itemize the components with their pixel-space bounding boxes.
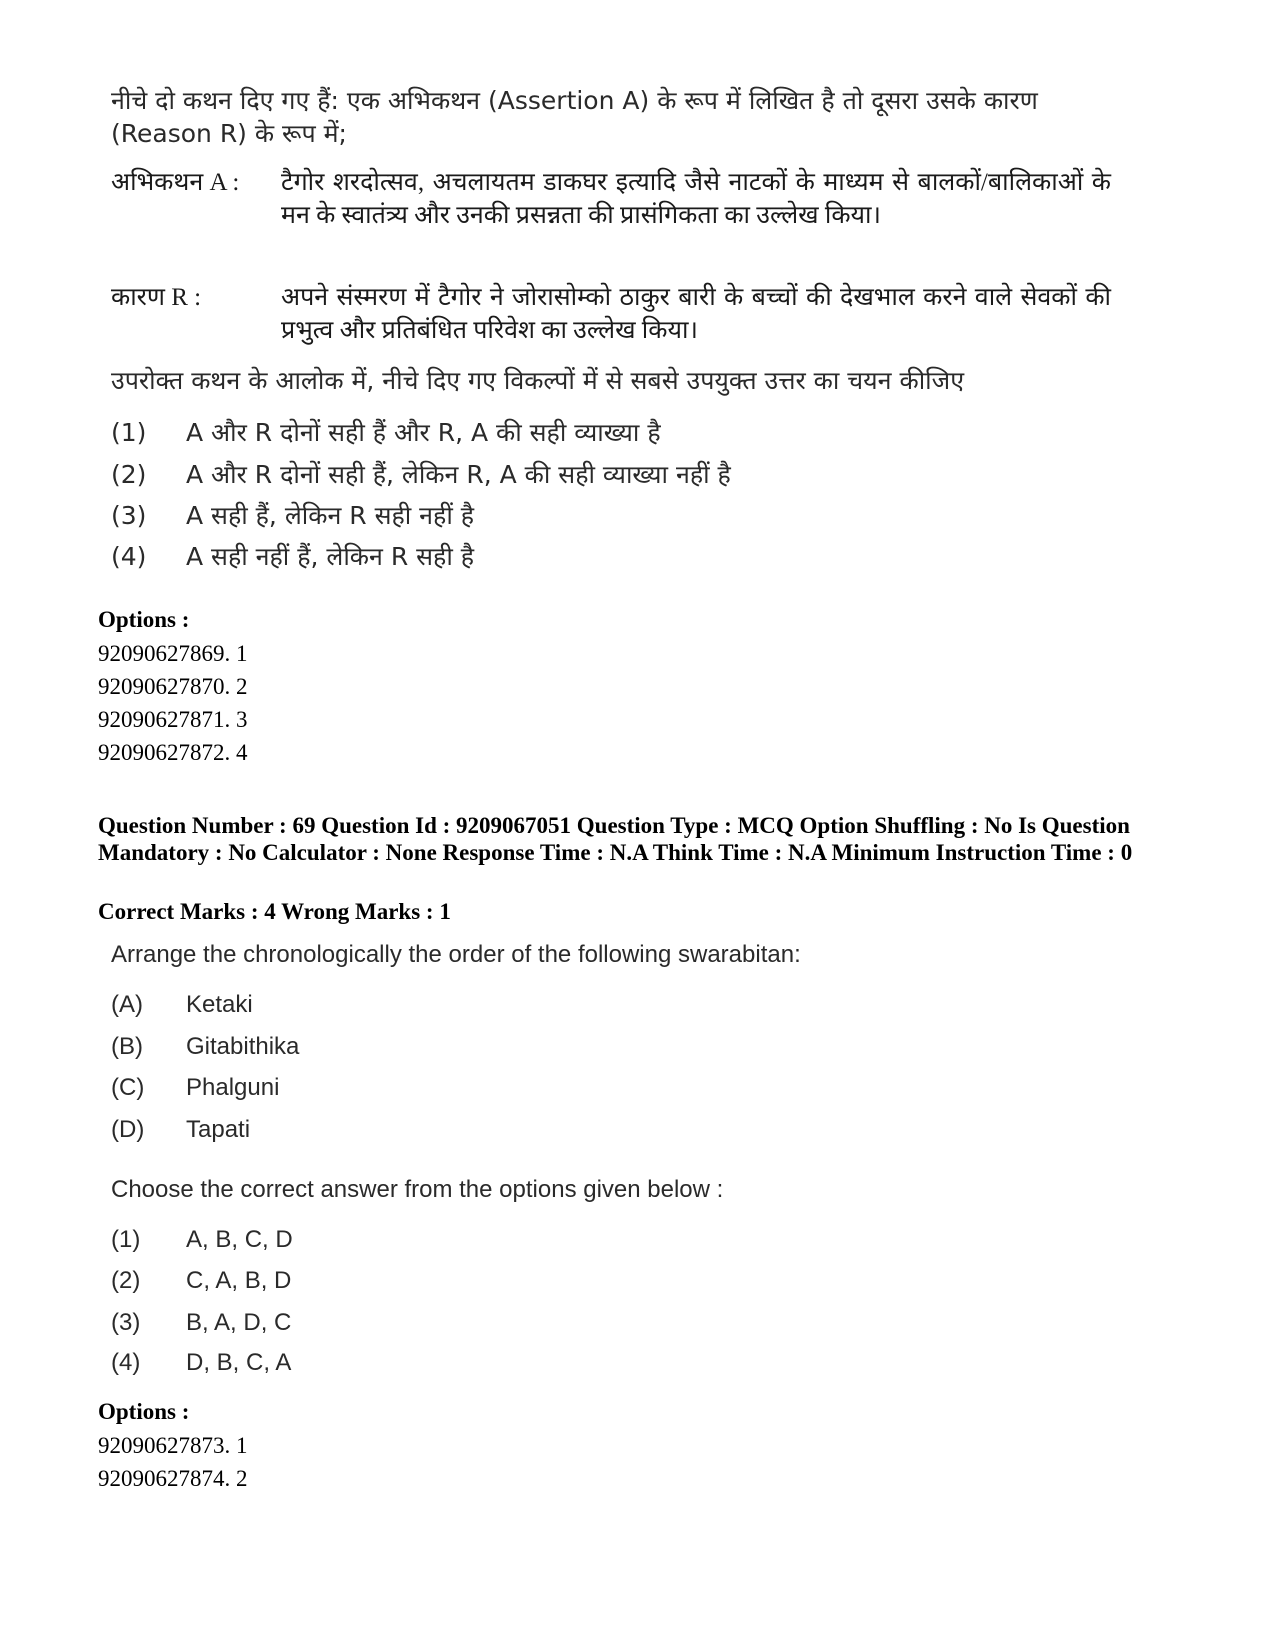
item-text: Phalguni [186,1074,280,1101]
choice-number: (2) [111,1267,141,1294]
q69-choice [111,1266,291,1296]
q69-option-id: 92090627873. 1 [98,1433,248,1458]
q69-option-id: 92090627874. 2 [98,1466,248,1491]
assertion-label: अभिकथन A : [111,169,240,196]
choice-number: (1) [111,1226,141,1253]
q69-meta: Question Number : 69 Question Id : 9209067051 Question Type : MCQ Option Shuffling : No Is Question Mandatory : No Calculator : None Response Time : N.A Think Time : N.A Minimum Instruction Time : 0 [98,813,1133,865]
q68-option-id: 92090627872. 4 [98,740,248,765]
reason-text: अपने संस्मरण में टैगोर ने जोरासोम्को ठाकुर बारी के बच्चों की देखभाल करने वाले सेवकों की प्रभुत्व और प्रतिबंधित परिवेश का उल्लेख किया। [281,284,1111,344]
q69-item [111,1073,279,1103]
q68-option-id: 92090627871. 3 [98,707,248,732]
choice-text: B, A, D, C [186,1309,292,1336]
q69-item [111,1115,250,1145]
item-text: Ketaki [186,991,253,1018]
q68-option-id: 92090627869. 1 [98,641,248,666]
q68-options-heading: Options : [98,607,190,632]
q68-choice [111,499,474,532]
choice-number: (4) [111,1349,141,1376]
q69-choice [111,1348,291,1378]
q69-marks: Correct Marks : 4 Wrong Marks : 1 [98,899,451,924]
choice-text: D, B, C, A [186,1349,292,1376]
q69-instruction: Choose the correct answer from the options given below : [111,1176,724,1203]
q68-instruction: उपरोक्त कथन के आलोक में, नीचे दिए गए विकल्पों में से सबसे उपयुक्त उत्तर का चयन कीजिए [111,366,965,395]
choice-number: (1) [111,418,147,447]
q68-choice [111,540,474,573]
q69-choice [111,1308,291,1338]
item-letter: (D) [111,1116,145,1143]
choice-number: (3) [111,1309,141,1336]
q69-stem: Arrange the chronologically the order of the following swarabitan: [111,941,801,968]
choice-number: (2) [111,460,147,489]
choice-text: A और R दोनों सही हैं, लेकिन R, A की सही व्याख्या नहीं है [186,460,731,489]
item-letter: (B) [111,1033,143,1060]
choice-text: A, B, C, D [186,1226,293,1253]
choice-number: (4) [111,542,147,571]
item-letter: (C) [111,1074,145,1101]
item-text: Tapati [186,1116,251,1143]
choice-text: A सही हैं, लेकिन R सही नहीं है [186,501,475,530]
q68-intro: नीचे दो कथन दिए गए हैं: एक अभिकथन (Assertion A) के रूप में लिखित है तो दूसरा उसके कारण (Reason R) के रूप में; [111,86,1038,148]
q69-choice [111,1225,293,1255]
choice-text: A और R दोनों सही हैं और R, A की सही व्याख्या है [186,418,661,447]
q68-reason [111,281,1111,347]
q68-choice [111,458,731,491]
choice-number: (3) [111,501,147,530]
q69-options-heading: Options : [98,1399,190,1424]
assertion-text: टैगोर शरदोत्सव, अचलायतम डाकघर इत्यादि जैसे नाटकों के माध्यम से बालकों/बालिकाओं के मन के स्वातंत्र्य और उनकी प्रसन्नता की प्रासंगिकता का उल्लेख किया। [281,169,1111,229]
item-text: Gitabithika [186,1033,300,1060]
q68-assertion [111,166,1111,232]
choice-text: C, A, B, D [186,1267,292,1294]
q68-option-id: 92090627870. 2 [98,674,248,699]
q69-item [111,1032,299,1062]
item-letter: (A) [111,991,143,1018]
choice-text: A सही नहीं हैं, लेकिन R सही है [186,542,475,571]
reason-label: कारण R : [111,284,202,311]
q69-item [111,990,253,1020]
q68-choice [111,416,661,449]
